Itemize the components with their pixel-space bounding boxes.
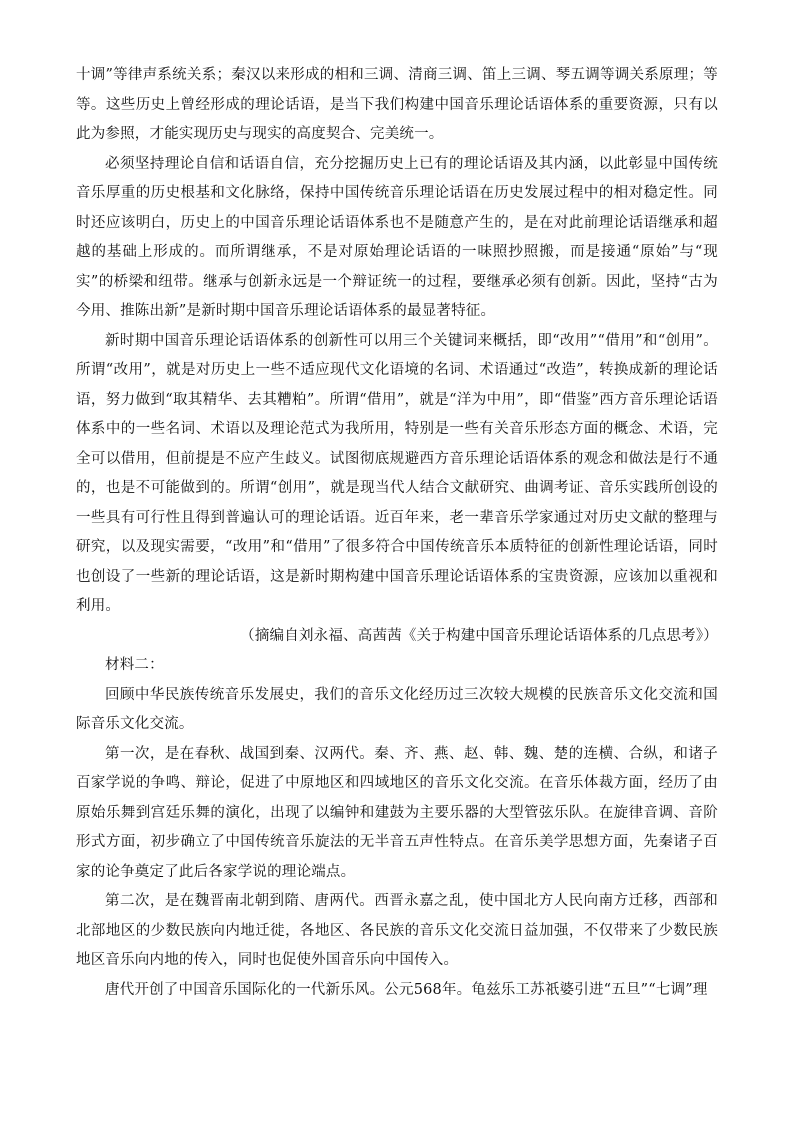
paragraph-theory-confidence: 必须坚持理论自信和话语自信，充分挖掘历史上已有的理论话语及其内涵，以此彰显中国传统音乐厚重的历史根基和文化脉络，保持中国传统音乐理论话语在历史发展过程中的相对稳定性。同时还应该明白，历史上的中国音乐理论话语体系也不是随意产生的，是在对此前理论话语继承和超越的基础上形成的。而所谓继承，不是对原始理论话语的一味照抄照搬，而是接通“原始”与“现实”的桥梁和纽带。继承与创新永远是一个辩证统一的过程，要继承必须有创新。因此，坚持“古为今用、推陈出新”是新时期中国音乐理论话语体系的最显著特征。	[76, 155, 718, 319]
document-page	[76, 61, 718, 1005]
paragraph-first-exchange: 第一次，是在春秋、战国到秦、汉两代。秦、齐、燕、赵、韩、魏、楚的连横、合纵，和诸子百家学说的争鸣、辩论，促进了中原地区和四域地区的音乐文化交流。在音乐体裁方面，经历了由原始乐舞到宫廷乐舞的演化，出现了以编钟和建鼓为主要乐器的大型管弦乐队。在旋律音调、音阶形式方面，初步确立了中国传统音乐旋法的无半音五声性特点。在音乐美学思想方面，先秦诸子百家的论争奠定了此后各家学说的理论端点。	[76, 745, 718, 880]
paragraph-review: 回顾中华民族传统音乐发展史，我们的音乐文化经历过三次较大规模的民族音乐文化交流和国际音乐文化交流。	[76, 686, 718, 732]
source-citation: （摘编自刘永福、高茜茜《关于构建中国音乐理论话语体系的几点思考》）	[240, 627, 718, 644]
paragraph-tang-dynasty: 唐代开创了中国音乐国际化的一代新乐风。公元568年。龟兹乐工苏祇婆引进“五旦”“七调”理	[105, 981, 708, 998]
material-two-label: 材料二：	[105, 657, 164, 673]
paragraph-continued: 十调”等律声系统关系；秦汉以来形成的相和三调、清商三调、笛上三调、琴五调等调关系原理；等等。这些历史上曾经形成的理论话语，是当下我们构建中国音乐理论话语体系的重要资源，只有以此为参照，才能实现历史与现实的高度契合、完美统一。	[76, 67, 718, 142]
paragraph-second-exchange: 第二次，是在魏晋南北朝到隋、唐两代。西晋永嘉之乱，使中国北方人民向南方迁移，西部和北部地区的少数民族向内地迁徙，各地区、各民族的音乐文化交流日益加强，不仅带来了少数民族地区音乐向内地的传入，同时也促使外国音乐向中国传入。	[76, 893, 718, 968]
paragraph-innovation: 新时期中国音乐理论话语体系的创新性可以用三个关键词来概括，即“改用”“借用”和“创用”。所谓“改用”，就是对历史上一些不适应现代文化语境的名词、术语通过“改造”，转换成新的理论话语，努力做到“取其精华、去其糟粕”。所谓“借用”，就是“洋为中用”，即“借鉴”西方音乐理论话语体系中的一些名词、术语以及理论范式为我所用，特别是一些有关音乐形态方面的概念、术语，完全可以借用，但前提是不应产生歧义。试图彻底规避西方音乐理论话语体系的观念和做法是行不通的，也是不可能做到的。所谓“创用”，就是现当代人结合文献研究、曲调考证、音乐实践所创设的一些具有可行性且得到普遍认可的理论话语。近百年来，老一辈音乐学家通过对历史文献的整理与研究，以及现实需要，“改用”和“借用”了很多符合中国传统音乐本质特征的创新性理论话语，同时也创设了一些新的理论话语，这是新时期构建中国音乐理论话语体系的宝贵资源，应该加以重视和利用。	[76, 332, 718, 614]
